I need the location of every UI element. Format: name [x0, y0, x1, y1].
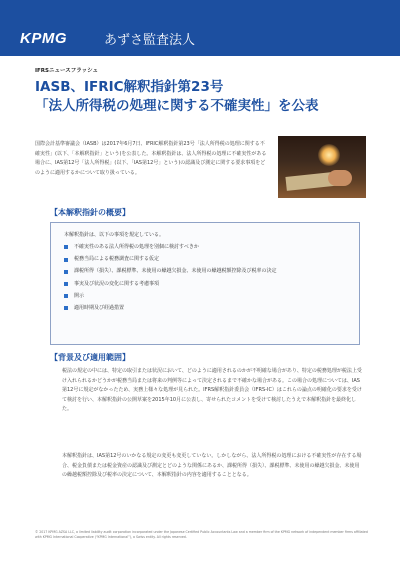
bullet-square-icon: [64, 258, 68, 262]
list-item: 開示: [64, 292, 344, 301]
background-heading: 【背景及び適用範囲】: [50, 353, 130, 362]
bullet-square-icon: [64, 306, 68, 310]
list-item: 事実及び状況の変化に関する考慮事項: [64, 280, 344, 289]
lamp-light: [318, 144, 340, 166]
series-label: IFRSニュースフラッシュ: [35, 68, 99, 74]
background-paragraph-1: 税法の規定の中には、特定の取引または状況において、どのように適用されるのかが不明確な場合があり、特定の税務処理が税法上受け入れられるかどうかが税務当局または将来の判例等によって決定されるまで不確かな場合がある。この場合の処理については、IAS第12号に規定がなかったため、実務上様々な処理が見られた。IFRS解釈指針委員会（IFRS-IC）はこれらの論点の明確化の要求を受けて検討を行い、本解釈指針の公開草案を2015年10月に公表し、寄せられたコメントを受けて検討したうえで本解釈指針を最終化した。: [62, 368, 362, 413]
bullet-square-icon: [64, 245, 68, 249]
summary-list: [64, 243, 344, 316]
page-title: [35, 78, 375, 116]
background-paragraph-2: 本解釈指針は、IAS第12号のいかなる規定の変更も変更していない。しかしながら、法人所得税の処理における不確実性が存在する場合、税金負債または税金資産の認識及び測定とどのような関係にあるか、課税所得（損失）、課税標準、未使用の繰越欠損金、未使用の繰越税額控除及び税率の決定について、本解釈指針の内容を適用することとなる。: [62, 453, 362, 479]
intro-paragraph: 国際会計基準審議会（IASB）は2017年6月7日、IFRIC解釈指針第23号「法人所得税の処理に関する不確実性」(以下、「本解釈指針」という)を公表した。本解釈指針は、法人所得税の処理に不確実性がある場合に、IAS第12号「法人所得税」(以下、「IAS第12号」という)の認識及び測定に関する要求事項をどのように適用するかについて取り扱っている。: [35, 141, 267, 176]
hand-shape: [328, 170, 352, 186]
list-item: 適用時期及び経過措置: [64, 304, 344, 313]
title-line-2: 「法人所得税の処理に関する不確実性」を公表: [35, 98, 319, 114]
summary-heading: 【本解釈指針の概要】: [50, 208, 130, 217]
bullet-square-icon: [64, 282, 68, 286]
title-line-1: IASB、IFRIC解釈指針第23号: [35, 79, 224, 95]
list-item: 課税所得（損失）、課税標準、未使用の繰越欠損金、未使用の繰越税額控除及び税率の決定: [64, 267, 344, 276]
header-band: [0, 0, 400, 56]
photo-image: [278, 136, 366, 198]
kpmg-logo: KPMG: [20, 30, 67, 47]
list-item: 不確実性のある法人所得税の処理を別個に検討すべきか: [64, 243, 344, 252]
copyright-footer: © 2017 KPMG AZSA LLC, a limited liability audit corporation incorporated under the Japanese Certified Public Accountants Law and a member firm of the KPMG network of independent member firms affiliated with KPMG International Cooperative (“KPMG International”), a Swiss entity. All rights reserved.: [35, 530, 368, 539]
list-item: 税務当局による税務調査に関する仮定: [64, 255, 344, 264]
bullet-square-icon: [64, 270, 68, 274]
summary-lead: 本解釈指針は、以下の事項を規定している。: [64, 232, 165, 238]
bullet-square-icon: [64, 294, 68, 298]
firm-name: あずさ監査法人: [104, 33, 196, 48]
